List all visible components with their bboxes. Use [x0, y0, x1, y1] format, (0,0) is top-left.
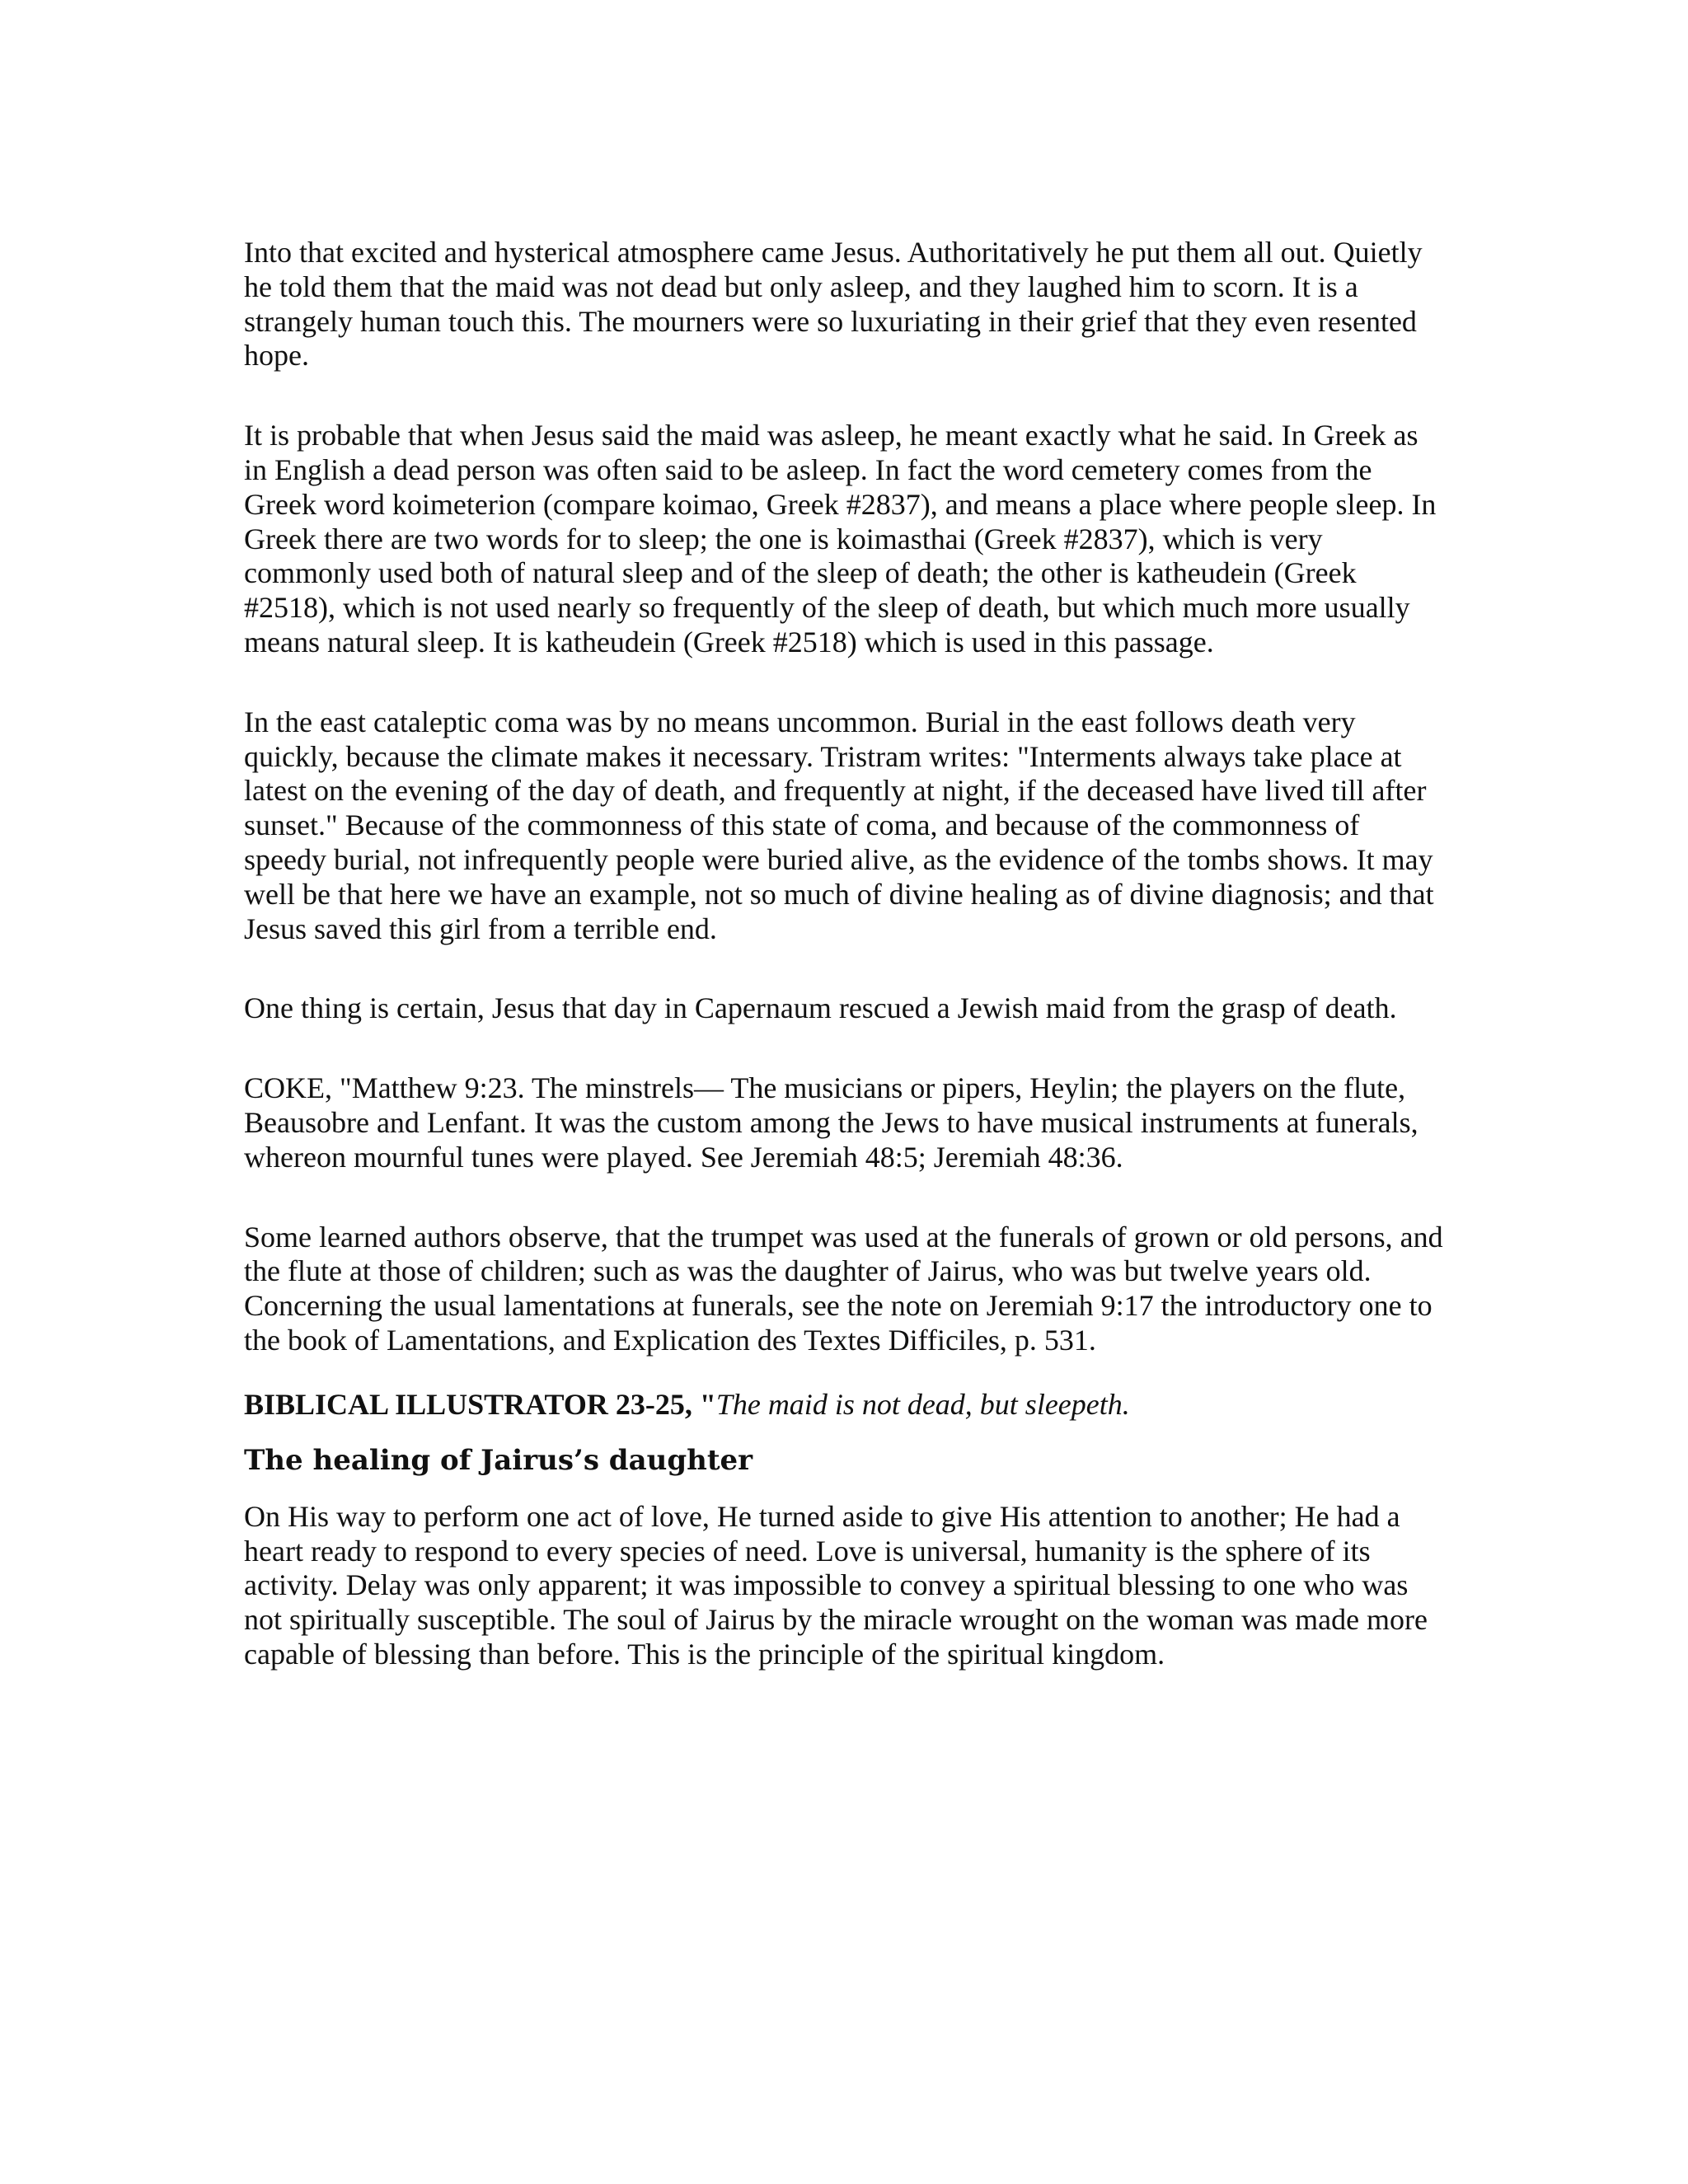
paragraph-2: It is probable that when Jesus said the maid was asleep, he meant exactly what he said. In Greek as in English a dead person was often said to be asleep. In fact the word cemetery comes from the Greek word koimeterion (compare koimao, Greek #2837), and means a place where people sleep. In Greek there are two words for to sleep; the one is koimasthai (Greek #2837), which is very commonly used both of natural sleep and of the sleep of death; the other is katheudein (Greek #2518), which is not used nearly so frequently of the sleep of death, but which much more usually means natural sleep. It is katheudein (Greek #2518) which is used in this passage.	[244, 419, 1437, 658]
section-heading-bold: BIBLICAL ILLUSTRATOR 23-25, "	[244, 1387, 716, 1421]
paragraph-1: Into that excited and hysterical atmosphere came Jesus. Authoritatively he put them all out. Quietly he told them that the maid was not dead but only asleep, and they laughed him to scorn. It is a strangely human touch this. The mourners were so luxuriating in their grief that they even resented hope.	[244, 236, 1423, 373]
paragraph-4: One thing is certain, Jesus that day in Capernaum rescued a Jewish maid from the grasp of death.	[244, 991, 1397, 1025]
section-subheading: The healing of Jairus’s daughter	[244, 1443, 753, 1477]
section-heading	[244, 1386, 1447, 1422]
paragraph-5: COKE, "Matthew 9:23. The minstrels— The musicians or pipers, Heylin; the players on the flute, Beausobre and Lenfant. It was the custom among the Jews to have musical instruments at funerals, whereon mournful tunes were played. See Jeremiah 48:5; Jeremiah 48:36.	[244, 1071, 1418, 1174]
paragraph-3: In the east cataleptic coma was by no means uncommon. Burial in the east follows death very quickly, because the climate makes it necessary. Tristram writes: "Interments always take place at latest on the evening of the day of death, and frequently at night, if the deceased have lived till after sunset." Because of the commonness of this state of coma, and because of the commonness of speedy burial, not infrequently people were buried alive, as the evidence of the tombs shows. It may well be that here we have an example, not so much of divine healing as of divine diagnosis; and that Jesus saved this girl from a terrible end.	[244, 705, 1434, 945]
paragraph-final: On His way to perform one act of love, He turned aside to give His attention to another; He had a heart ready to respond to every species of need. Love is universal, humanity is the sphere of its activity. Delay was only apparent; it was impossible to convey a spiritual blessing to one who was not spiritually susceptible. The soul of Jairus by the miracle wrought on the woman was made more capable of blessing than before. This is the principle of the spiritual kingdom.	[244, 1499, 1428, 1671]
section-heading-italic: The maid is not dead, but sleepeth.	[715, 1387, 1130, 1421]
paragraph-6: Some learned authors observe, that the trumpet was used at the funerals of grown or old persons, and the flute at those of children; such as was the daughter of Jairus, who was but twelve years old. Concerning the usual lamentations at funerals, see the note on Jeremiah 9:17 the introductory one to the book of Lamentations, and Explication des Textes Difficiles, p. 531.	[244, 1220, 1443, 1357]
document-page	[244, 236, 1447, 1672]
